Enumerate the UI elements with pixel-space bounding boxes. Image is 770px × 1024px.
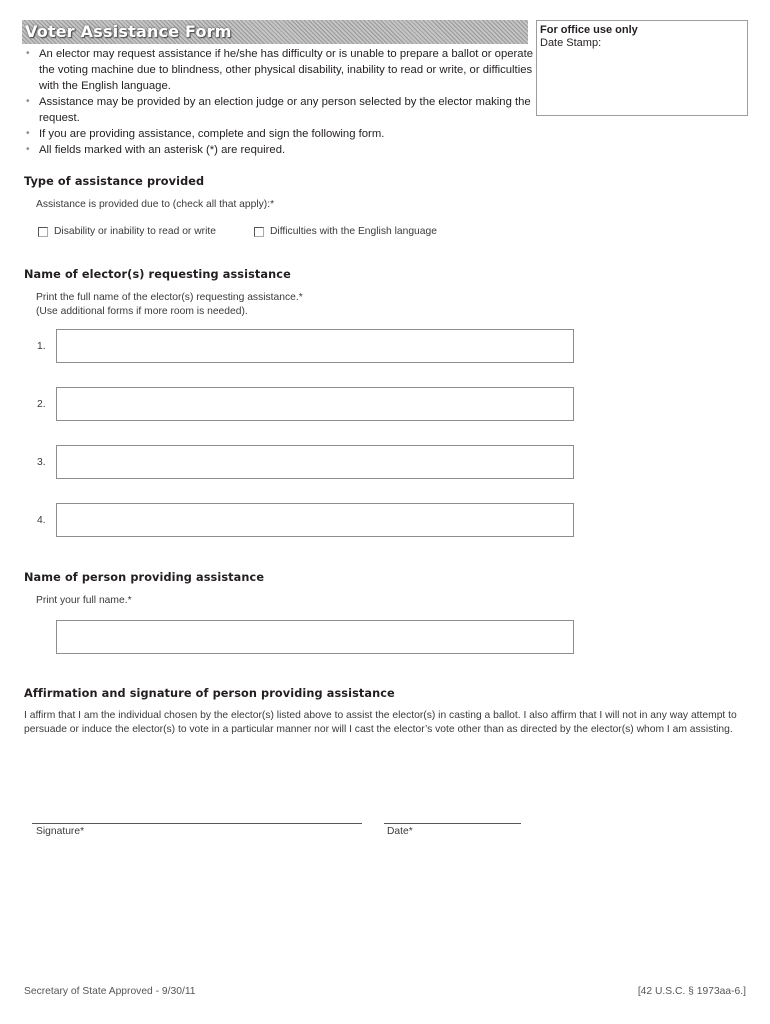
footer-approval: Secretary of State Approved - 9/30/11: [24, 986, 196, 997]
form-title-bar: [22, 20, 528, 44]
checkbox-option-english[interactable]: [254, 225, 437, 239]
electors-instruction-1: Print the full name of the elector(s) requesting assistance.*: [36, 292, 303, 303]
intro-bullet: • Assistance may be provided by an election judge or any person selected by the elector making the request.: [26, 96, 531, 124]
office-use-title: For office use only: [540, 24, 638, 36]
assistant-name-field[interactable]: [56, 620, 574, 654]
elector-number-1: 1.: [37, 341, 46, 352]
bullet-icon: •: [26, 96, 30, 107]
form-title: Voter Assistance Form: [25, 22, 232, 41]
signature-line[interactable]: [32, 823, 362, 824]
elector-number-3: 3.: [37, 457, 46, 468]
electors-instruction-2: (Use additional forms if more room is needed).: [36, 306, 248, 317]
office-use-box: [536, 20, 748, 116]
elector-name-field-4[interactable]: [56, 503, 574, 537]
checkbox-option-disability[interactable]: [38, 225, 216, 239]
signature-label: Signature*: [36, 826, 85, 837]
date-stamp-label: Date Stamp:: [540, 37, 602, 49]
elector-number-4: 4.: [37, 515, 46, 526]
checkbox-english[interactable]: [254, 227, 264, 237]
elector-name-field-3[interactable]: [56, 445, 574, 479]
bullet-icon: •: [26, 144, 30, 155]
intro-bullet: • If you are providing assistance, complete and sign the following form.: [26, 128, 385, 140]
elector-name-field-2[interactable]: [56, 387, 574, 421]
elector-number-2: 2.: [37, 399, 46, 410]
bullet-icon: •: [26, 128, 30, 139]
checkbox-label-english: Difficulties with the English language: [270, 226, 437, 237]
bullet-icon: •: [26, 48, 30, 59]
date-line[interactable]: [384, 823, 521, 824]
intro-bullet: • All fields marked with an asterisk (*) are required.: [26, 144, 286, 156]
assistance-type-heading: Type of assistance provided: [24, 175, 205, 188]
assistant-instruction: Print your full name.*: [36, 595, 132, 606]
elector-name-field-1[interactable]: [56, 329, 574, 363]
footer-citation: [42 U.S.C. § 1973aa-6.]: [637, 986, 746, 997]
affirmation-text: I affirm that I am the individual chosen by the elector(s) listed above to assist the elector(s) in casting a ballot. I also affirm that I will not in any way attempt to persuade or induce the elector(s) to vote in a particular manner nor will I cast the elector’s vote other than as directed by the elector(s) whom I am assisting.: [24, 710, 737, 735]
checkbox-label-disability: Disability or inability to read or write: [54, 226, 216, 237]
date-label: Date*: [387, 826, 413, 837]
intro-bullet: • An elector may request assistance if he/she has difficulty or is unable to prepare a ballot or operate the voting machine due to blindness, other physical disability, inability to read or write, or difficulties with the English language.: [26, 48, 533, 92]
assistance-type-instruction: Assistance is provided due to (check all that apply):*: [36, 199, 275, 210]
intro-bullet-list: [24, 46, 534, 158]
electors-heading: Name of elector(s) requesting assistance: [24, 268, 291, 281]
affirmation-heading: Affirmation and signature of person providing assistance: [24, 687, 395, 700]
assistant-heading: Name of person providing assistance: [24, 571, 265, 584]
checkbox-disability[interactable]: [38, 227, 48, 237]
